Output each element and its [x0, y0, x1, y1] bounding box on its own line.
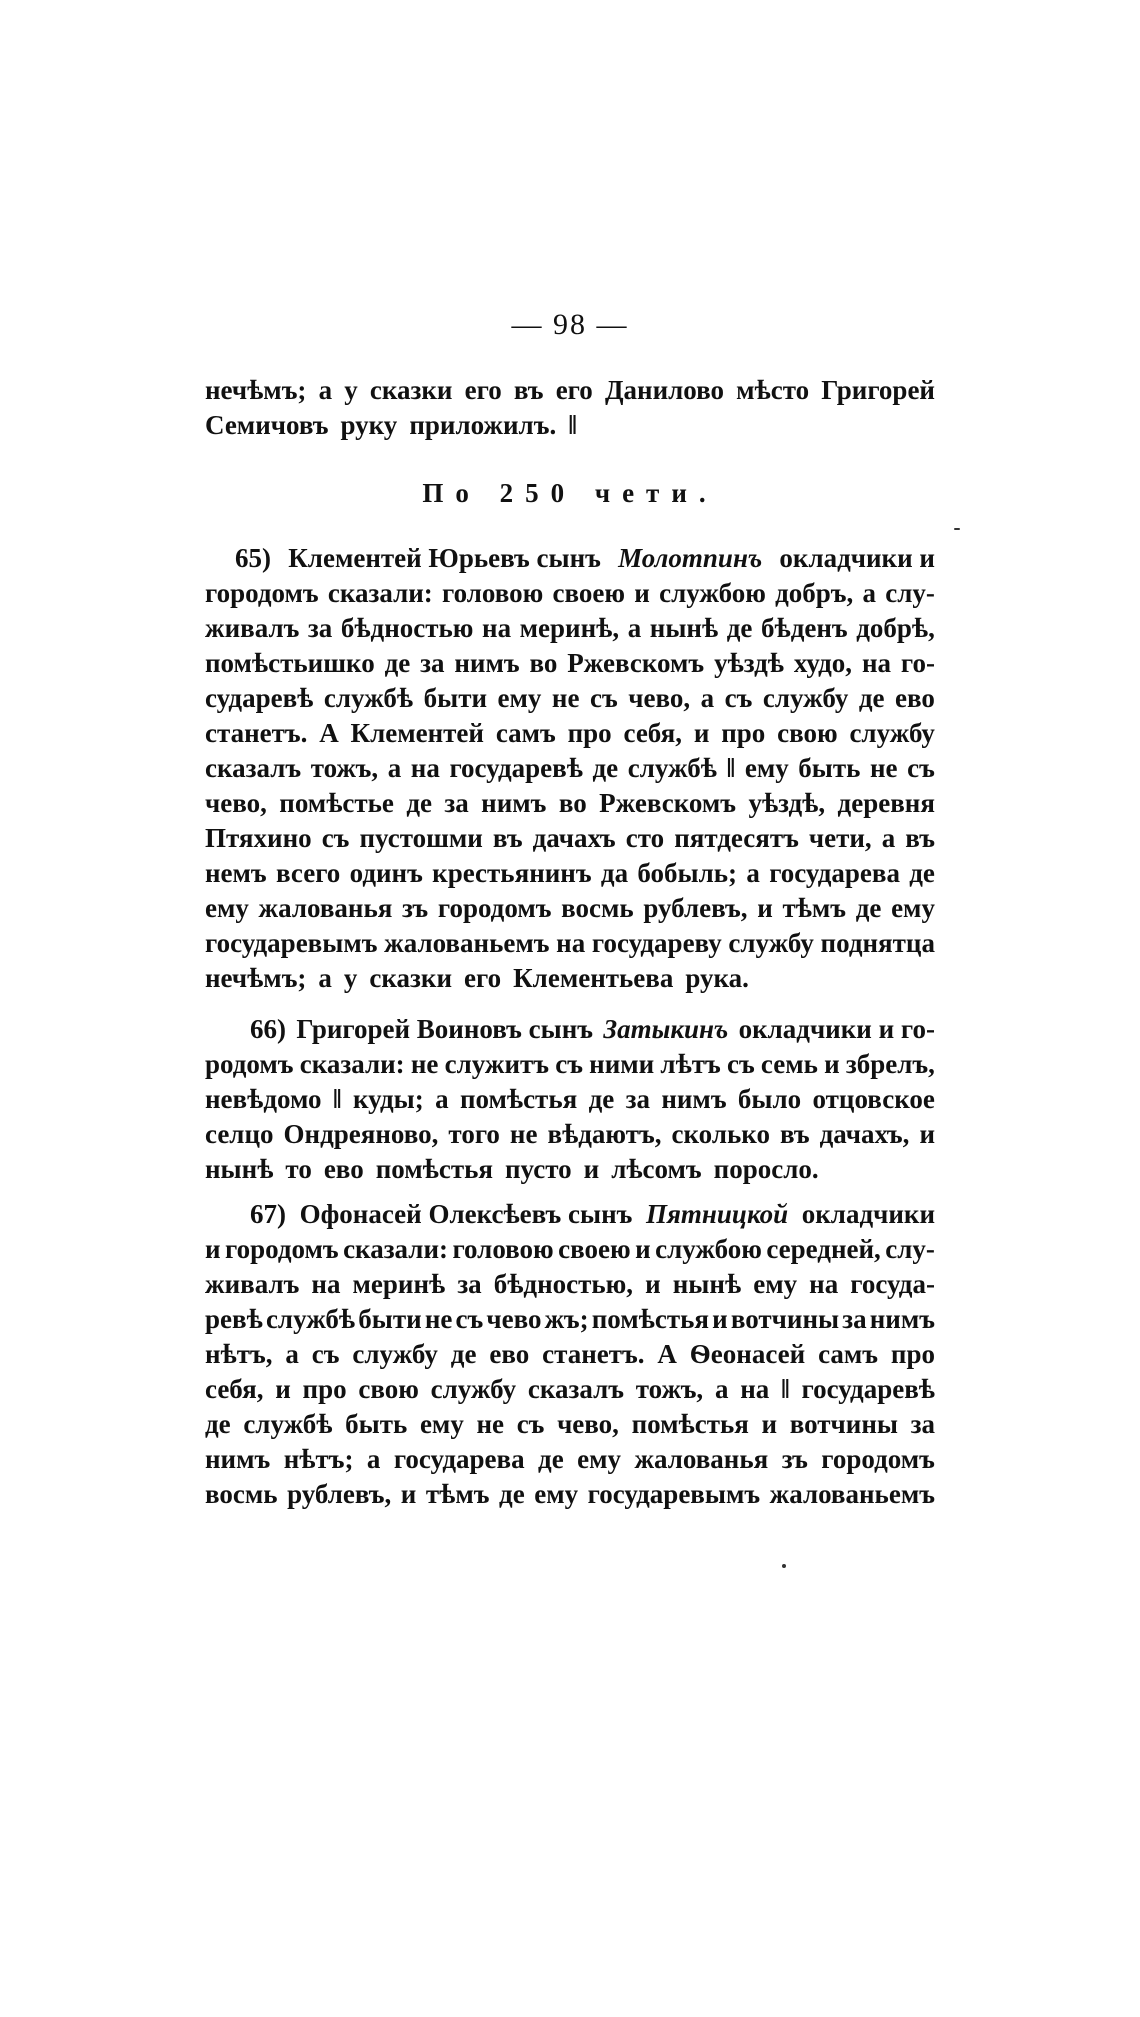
word: на	[482, 613, 512, 643]
word: поросло.	[713, 1154, 819, 1184]
word: сто	[625, 823, 665, 853]
word: своею	[558, 1234, 631, 1264]
word: худо,	[793, 648, 853, 678]
word: де	[726, 613, 753, 643]
word: а	[387, 753, 402, 783]
word: зъ	[781, 1444, 808, 1474]
word: и	[712, 1304, 728, 1334]
word: пусто	[505, 1154, 572, 1184]
word: про	[567, 718, 612, 748]
word: бобыль;	[637, 858, 738, 888]
word: ‖	[726, 753, 736, 783]
word: быти	[358, 1304, 422, 1334]
entry-number: 65)	[235, 543, 271, 573]
word: помѣстья	[631, 1409, 749, 1439]
word: государевымъ	[205, 928, 378, 958]
word: чети,	[808, 823, 872, 853]
text-line	[205, 1337, 935, 1372]
word: дачахъ,	[819, 1119, 910, 1149]
word: съ	[589, 683, 618, 713]
word: и	[635, 1234, 651, 1264]
word: станетъ.	[542, 1339, 645, 1369]
word: ево	[895, 683, 935, 713]
word: А	[657, 1339, 677, 1369]
word: головою	[442, 578, 544, 608]
word: ему	[205, 893, 249, 923]
word: службѣ	[243, 1409, 333, 1439]
word: тожъ,	[310, 753, 379, 783]
word: ему	[744, 753, 789, 783]
text-line	[205, 1117, 935, 1152]
word: на	[556, 928, 586, 958]
word: ему	[753, 1269, 798, 1299]
word: и	[583, 1154, 600, 1184]
word: нѣтъ;	[283, 1444, 354, 1474]
word: не	[551, 683, 580, 713]
word: быти	[423, 683, 488, 713]
word: де	[499, 1479, 525, 1509]
word: помѣстье	[279, 788, 394, 818]
word: самъ	[818, 1339, 879, 1369]
word: го-	[900, 648, 935, 678]
word: и	[757, 893, 773, 923]
word: съ	[555, 1049, 583, 1079]
word: жалованья	[258, 893, 393, 923]
word: службу	[352, 1339, 438, 1369]
word: Ондреяново,	[283, 1119, 439, 1149]
text-line	[205, 961, 935, 996]
word: у	[344, 375, 358, 405]
word: сказалъ	[527, 1374, 624, 1404]
word: въ	[905, 823, 935, 853]
word: его	[555, 375, 593, 405]
entry-surname: Затыкинъ	[603, 1014, 729, 1044]
entry-surname: Молотпинъ	[618, 543, 763, 573]
word: государевѣ	[449, 753, 583, 783]
word: съ	[726, 1049, 755, 1079]
word: службу	[728, 928, 814, 958]
text-line	[205, 681, 935, 716]
word: меринѣ	[352, 1269, 446, 1299]
word: ревѣ	[205, 1304, 263, 1334]
word: де	[858, 683, 885, 713]
word: а	[881, 823, 896, 853]
word: службою	[659, 578, 766, 608]
text-line	[205, 1372, 935, 1407]
scan-speck	[954, 528, 960, 530]
section-heading: По 250 чети.	[422, 478, 718, 508]
word: ‖	[568, 410, 577, 440]
word: за	[307, 613, 333, 643]
word: чево,	[205, 788, 267, 818]
word: не	[410, 1049, 439, 1079]
word: вотчины	[789, 1409, 898, 1439]
word: сказки	[369, 375, 453, 405]
word: сударевѣ	[205, 683, 314, 713]
word: не	[476, 1409, 505, 1439]
word: того	[448, 1119, 500, 1149]
word: съ	[516, 1409, 545, 1439]
word: а	[700, 683, 715, 713]
word: де	[909, 858, 935, 888]
word: чево,	[628, 683, 691, 713]
text-line	[205, 576, 935, 611]
text-line	[205, 786, 935, 821]
word: а	[627, 613, 642, 643]
word: быть	[345, 1409, 408, 1439]
word: ‖	[332, 1084, 342, 1114]
word: отцовское	[812, 1084, 935, 1114]
word: лѣтъ	[660, 1049, 721, 1079]
word: то	[285, 1154, 312, 1184]
word: ему	[419, 1409, 464, 1439]
word: сказали:	[343, 1234, 448, 1264]
word: а	[318, 963, 332, 993]
word: было	[737, 1084, 802, 1114]
word: руку	[340, 410, 398, 440]
word: а	[435, 1084, 449, 1114]
word: збрелъ,	[845, 1049, 935, 1079]
word: добрѣ,	[856, 613, 935, 643]
word: зъ	[402, 893, 429, 923]
word: де	[406, 788, 432, 818]
word: уѣздѣ,	[748, 788, 826, 818]
word: нечѣмъ;	[205, 963, 307, 993]
word: ево	[323, 1154, 364, 1184]
text-line	[205, 1407, 935, 1442]
word: съ	[907, 753, 935, 783]
word: живалъ	[205, 613, 300, 643]
text-line	[205, 1267, 935, 1302]
word: служитъ	[444, 1049, 550, 1079]
scan-speck	[782, 1564, 786, 1568]
word: нимъ	[869, 1304, 935, 1334]
entry-first-line-rest: окладчики и	[779, 543, 935, 573]
word: не	[424, 1304, 453, 1334]
word: госуда-	[850, 1269, 935, 1299]
word: ними	[589, 1049, 655, 1079]
word: его	[464, 963, 502, 993]
word: тѣмъ	[425, 1479, 490, 1509]
word: рука.	[685, 963, 749, 993]
text-line	[205, 1232, 935, 1267]
word: тожъ,	[635, 1374, 704, 1404]
word: ему	[497, 683, 542, 713]
word: пятдесятъ	[674, 823, 799, 853]
word: про	[721, 718, 766, 748]
word: жалованьемъ	[769, 1479, 935, 1509]
text-line	[205, 926, 935, 961]
entry-first-line-rest: окладчики и го-	[738, 1014, 935, 1044]
word: де	[384, 648, 411, 678]
word: бѣденъ	[761, 613, 848, 643]
word: нимъ	[205, 1444, 271, 1474]
word: его	[464, 375, 502, 405]
word: ево	[489, 1339, 530, 1369]
word: чево	[486, 1304, 542, 1334]
word: за	[457, 1269, 482, 1299]
word: родомъ	[205, 1049, 294, 1079]
text-line	[205, 646, 935, 681]
word: съ	[321, 823, 350, 853]
word: свою	[358, 1374, 419, 1404]
word: лѣсомъ	[611, 1154, 702, 1184]
text-line	[205, 611, 935, 646]
word: себя,	[623, 718, 682, 748]
word: во	[558, 788, 587, 818]
word: селцо	[205, 1119, 274, 1149]
word: помѣстья	[375, 1154, 493, 1184]
word: де	[855, 893, 882, 923]
continuation-paragraph	[205, 373, 935, 443]
word: де	[205, 1409, 231, 1439]
word: ему	[891, 893, 935, 923]
word: службѣ	[627, 753, 717, 783]
word: слу-	[885, 578, 935, 608]
word: не	[509, 1119, 538, 1149]
word: крестьянинъ	[432, 858, 592, 888]
word: Птяхино	[205, 823, 312, 853]
word: самъ	[495, 718, 556, 748]
word: государевымъ	[587, 1479, 761, 1509]
word: за	[842, 1304, 867, 1334]
word: вотчины	[730, 1304, 840, 1334]
word: головою	[452, 1234, 554, 1264]
text-line	[205, 408, 935, 443]
entry-number: 67)	[250, 1199, 286, 1229]
word: тѣмъ	[782, 893, 847, 923]
word: службу	[849, 718, 935, 748]
word: а	[862, 578, 877, 608]
word: и	[205, 1234, 221, 1264]
word: дачахъ	[532, 823, 616, 853]
word: не	[870, 753, 898, 783]
word: нынѣ	[672, 1269, 742, 1299]
word: въ	[779, 1119, 810, 1149]
text-line	[205, 1047, 935, 1082]
word: Григорей	[821, 375, 935, 405]
word: середней,	[766, 1234, 881, 1264]
word: нимъ	[481, 788, 547, 818]
word: нѣтъ,	[205, 1339, 273, 1369]
word: меринѣ,	[519, 613, 620, 643]
entry-first-line-rest: окладчики	[801, 1199, 935, 1229]
word: А	[319, 718, 339, 748]
word: государевѣ	[801, 1374, 935, 1404]
word: приложилъ.	[409, 410, 557, 440]
word: Семичовъ	[205, 410, 329, 440]
word: государева	[393, 1444, 525, 1474]
word: за	[420, 648, 445, 678]
word: городомъ	[225, 1234, 339, 1264]
word: восмь	[205, 1479, 278, 1509]
entry-surname: Пятницкой	[646, 1199, 789, 1229]
word: невѣдомо	[205, 1084, 322, 1114]
word: слу-	[885, 1234, 935, 1264]
text-line	[205, 856, 935, 891]
word: на	[861, 648, 891, 678]
word: и	[693, 718, 710, 748]
word: про	[890, 1339, 935, 1369]
word: помѣстья	[459, 1084, 578, 1114]
word: Ржевскомъ	[599, 788, 737, 818]
word: городомъ	[821, 1444, 935, 1474]
word: и	[275, 1374, 291, 1404]
word: своею	[552, 578, 626, 608]
word: службою	[655, 1234, 762, 1264]
word: сказали:	[327, 578, 433, 608]
text-line	[205, 891, 935, 926]
word: немъ	[205, 858, 267, 888]
word: живалъ	[205, 1269, 300, 1299]
word: и	[634, 578, 650, 608]
text-line	[205, 1477, 935, 1512]
word: нынѣ	[205, 1154, 274, 1184]
word: на	[410, 753, 440, 783]
text-line	[205, 1082, 935, 1117]
word: и	[400, 1479, 417, 1509]
word: Клементей	[350, 718, 484, 748]
word: во	[529, 648, 558, 678]
word: у	[343, 963, 358, 993]
word: государева	[769, 858, 900, 888]
word: пустошми	[359, 823, 483, 853]
word: ему	[577, 1444, 621, 1474]
word: на	[311, 1269, 341, 1299]
word: про	[302, 1374, 347, 1404]
word: а	[714, 1374, 729, 1404]
word: де	[450, 1339, 477, 1369]
word: жалованьемъ	[384, 928, 550, 958]
text-line	[205, 716, 935, 751]
word: а	[318, 375, 333, 405]
word: уѣздѣ	[714, 648, 784, 678]
word: государеву	[591, 928, 722, 958]
text-line	[205, 751, 935, 786]
entry-65	[205, 541, 935, 996]
word: помѣстьишко	[205, 648, 375, 678]
word: а	[285, 1339, 299, 1369]
word: за	[625, 1084, 650, 1114]
word: въ	[492, 823, 523, 853]
text-line	[205, 1152, 935, 1187]
word: Данилово	[604, 375, 724, 405]
word: станетъ.	[205, 718, 308, 748]
word: де	[538, 1444, 564, 1474]
entry-first-line	[205, 1197, 935, 1232]
word: службѣ	[265, 1304, 356, 1334]
word: рублевъ,	[643, 893, 748, 923]
word: въ	[513, 375, 544, 405]
word: на	[809, 1269, 839, 1299]
word: жалованья	[634, 1444, 769, 1474]
word: Ржевскомъ	[567, 648, 705, 678]
entry-66	[205, 1012, 935, 1187]
entry-name: Клементей Юрьевъ сынъ	[288, 543, 601, 573]
word: бѣдностью	[340, 613, 474, 643]
word: всего	[276, 858, 341, 888]
word: сколько	[671, 1119, 770, 1149]
word: на	[740, 1374, 770, 1404]
word: де	[592, 753, 619, 783]
page-number: — 98 —	[511, 308, 629, 341]
word: рублевъ,	[287, 1479, 392, 1509]
word: и	[919, 1119, 935, 1149]
word: а	[746, 858, 760, 888]
word: съ	[455, 1304, 484, 1334]
entry-name: Григорей Воиновъ сынъ	[296, 1014, 594, 1044]
word: одинъ	[349, 858, 423, 888]
entry-number: 66)	[250, 1014, 286, 1044]
word: Ѳеонасей	[689, 1339, 806, 1369]
word: сказалъ	[205, 753, 302, 783]
word: де	[588, 1084, 615, 1114]
word: мѣсто	[736, 375, 810, 405]
word: за	[444, 788, 469, 818]
word: да	[600, 858, 629, 888]
word: Клементьева	[513, 963, 674, 993]
word: поднятца	[820, 928, 935, 958]
text-line	[205, 373, 935, 408]
word: чево,	[557, 1409, 619, 1439]
word: помѣстья	[591, 1304, 710, 1334]
word: нечѣмъ;	[205, 375, 307, 405]
word: сказки	[369, 963, 453, 993]
word: службѣ	[323, 683, 414, 713]
word: а	[366, 1444, 381, 1474]
word: быть	[798, 753, 861, 783]
word: ‖	[781, 1374, 790, 1404]
word: нимъ	[454, 648, 520, 678]
word: и	[824, 1049, 840, 1079]
word: городомъ	[437, 893, 552, 923]
entry-first-line	[205, 541, 935, 576]
word: вѣдаютъ,	[547, 1119, 662, 1149]
word: восмь	[561, 893, 634, 923]
word: куды;	[353, 1084, 424, 1114]
word: городомъ	[205, 578, 319, 608]
word: нимъ	[661, 1084, 727, 1114]
text-line	[205, 1302, 935, 1337]
word: нынѣ	[649, 613, 719, 643]
word: семь	[760, 1049, 818, 1079]
word: ему	[534, 1479, 579, 1509]
word: за	[910, 1409, 935, 1439]
text-line	[205, 1442, 935, 1477]
word: себя,	[205, 1374, 264, 1404]
word: съ	[724, 683, 753, 713]
word: деревня	[837, 788, 935, 818]
word: службу	[762, 683, 849, 713]
word: жъ;	[544, 1304, 589, 1334]
word: бѣдностью,	[493, 1269, 634, 1299]
word: добръ,	[775, 578, 854, 608]
text-line	[205, 821, 935, 856]
word: и	[645, 1269, 661, 1299]
word: и	[761, 1409, 778, 1439]
entry-first-line	[205, 1012, 935, 1047]
word: свою	[777, 718, 838, 748]
word: службу	[430, 1374, 517, 1404]
entry-name: Офонасей Олексѣевъ сынъ	[299, 1199, 633, 1229]
word: сказали:	[299, 1049, 405, 1079]
word: съ	[311, 1339, 340, 1369]
entry-67	[205, 1197, 935, 1512]
